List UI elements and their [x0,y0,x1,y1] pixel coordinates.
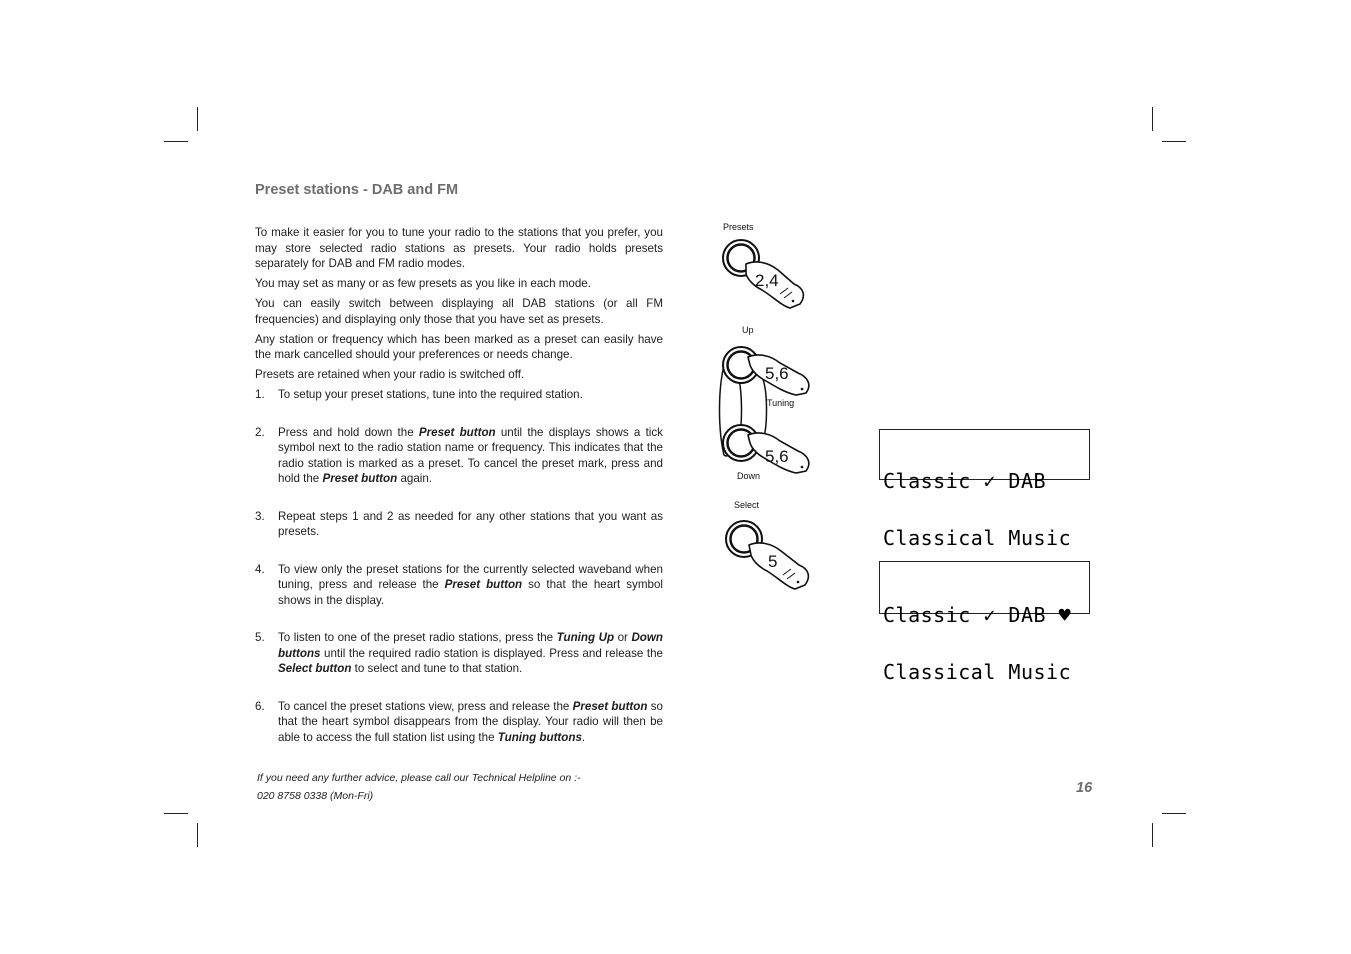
page-title: Preset stations - DAB and FM [255,182,459,198]
crop-mark [197,107,198,131]
step-number: 2. [255,425,265,439]
helpline-text: If you need any further advice, please call our Technical Helpline on :- [257,772,581,784]
step-text: To setup your preset stations, tune into the required station. [278,388,583,401]
select-label: Select [734,500,760,510]
step-text: so that the heart symbol shows in the display. [278,578,663,607]
step-number: 3. [255,509,265,523]
tuning-down-label: Down [737,471,761,481]
button-reference: Preset button [322,472,398,485]
step-number: 1. [255,388,265,401]
steps-list [255,387,663,745]
step-item [255,699,663,746]
step-item [255,630,663,677]
step-text: Press and hold down the [278,425,419,439]
button-reference: Preset button [572,699,648,713]
lcd-display-preset-view [879,561,1090,684]
crop-mark [1152,107,1153,131]
step-text: Repeat steps 1 and 2 as needed for any other stations that you want as presets. [278,509,663,538]
paragraph: To make it easier for you to tune your radio to the stations that you prefer, you may store selected radio stations as presets. Your radio holds presets separately for DAB and FM radio modes. [255,226,663,270]
helpline-number: 020 8758 0338 (Mon-Fri) [257,790,374,802]
crop-mark [1152,823,1153,847]
crop-mark [164,813,188,814]
step-item [255,562,663,609]
page-number: 16 [1076,780,1093,796]
crop-mark [1162,813,1186,814]
step-text: To cancel the preset stations view, press and release the [278,699,573,713]
step-text: . [581,730,586,744]
step-text: until the displays shows a tick symbol next to the radio station name or frequency. This indicates that the radio station is marked as a preset. To cancel the preset mark, press and hold the [278,425,663,485]
step-text: or [614,631,632,644]
button-reference: Select button [278,662,352,675]
paragraph: Any station or frequency which has been marked as a preset can easily have the mark cancelled should your preferences or needs change. [255,332,663,361]
presets-label: Presets [723,222,754,232]
helpline-footer [257,769,581,805]
step-text: again. [397,472,433,485]
step-text: so that the heart symbol disappears from the display. Your radio will then be able to access the full station list using the [278,699,663,744]
tuning-up-label: Up [742,325,754,335]
button-reference: Down buttons [278,631,663,660]
step-text: until the required radio station is displayed. Press and release the [320,646,663,660]
crop-mark [164,141,188,142]
up-step-label: 5,6 [765,364,789,383]
button-reference: Tuning buttons [497,730,582,744]
body-text [255,225,663,749]
lcd-line-2: Classical Music [883,526,1072,550]
step-item [255,509,663,540]
step-number: 5. [255,631,265,644]
button-reference: Preset button [444,578,523,591]
lcd-line-2: Classical Music [883,660,1072,684]
step-text: To listen to one of the preset radio stations, press the [278,631,557,644]
lcd-line-1: Classic ✓ DAB [883,469,1047,493]
step-text: To view only the preset stations for the currently selected waveband when tuning, press and release the [278,562,663,591]
select-step-label: 5 [768,552,778,571]
step-text: to select and tune to that station. [351,662,523,675]
step-number: 6. [255,699,265,713]
paragraph: You may set as many or as few presets as you like in each mode. [255,277,591,290]
tuning-label: Tuning [767,398,795,408]
step-item [255,425,663,487]
down-step-label: 5,6 [765,447,789,466]
lcd-line-1: Classic ✓ DAB ♥ [883,603,1072,627]
paragraph: You can easily switch between displaying all DAB stations (or all FM frequencies) and displaying only those that you have set as presets. [255,297,663,326]
crop-mark [197,823,198,847]
step-item [255,387,663,403]
button-reference: Tuning Up [556,631,615,644]
presets-step-label: 2,4 [755,271,779,290]
step-number: 4. [255,562,265,576]
lcd-display-preset-marked [879,429,1090,550]
crop-mark [1162,141,1186,142]
button-reference: Preset button [418,425,496,439]
paragraph: Presets are retained when your radio is switched off. [255,368,525,381]
